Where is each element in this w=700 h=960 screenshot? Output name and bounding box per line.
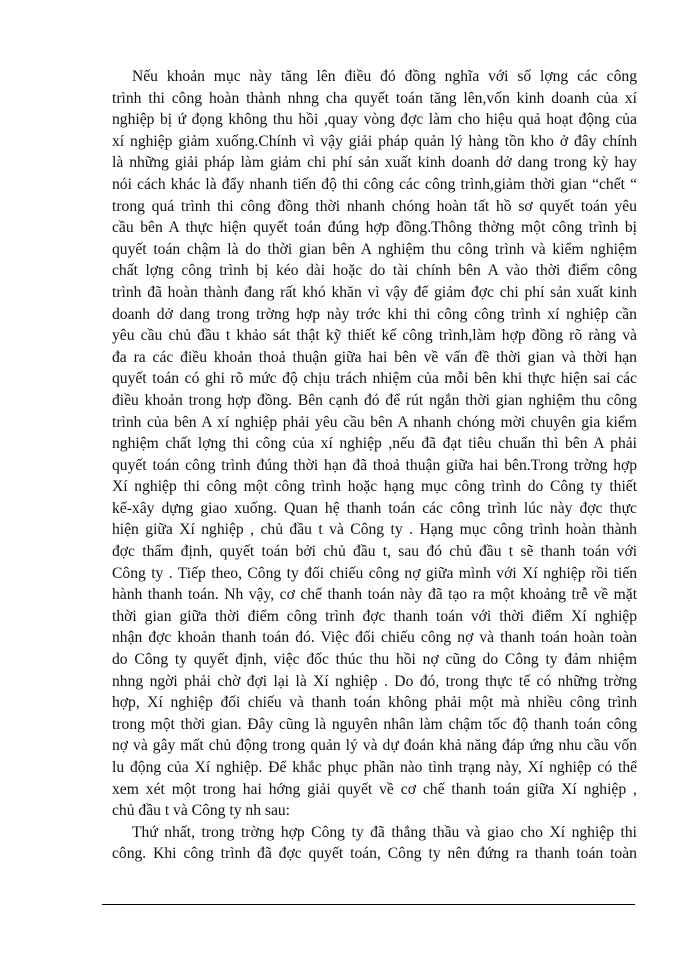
text-line: hành thanh toán. Nh vậy, cơ chế thanh toán này đã tạo ra một khoảng trễ về mặt	[112, 586, 637, 604]
text-line: trong quá trình thi công đồng thời nhanh chóng hoàn tất hồ sơ quyết toán yêu	[112, 197, 637, 215]
text-line: nghiệm chất lợng thi công của xí nghiệp ,nếu đã đạt tiêu chuẩn thì bên A phải	[112, 435, 637, 453]
text-line: Nếu khoản mục này tăng lên điều đó đồng nghĩa với số lợng các công	[132, 68, 637, 85]
text-line: cầu bên A thực hiện quyết toán đúng hợp đồng.Thông thờng một công trình bị	[112, 219, 637, 237]
body-text	[112, 66, 637, 865]
text-line: trình đã hoàn thành đang rất khó khăn vì vậy để giảm đợc chi phí sản xuất kinh	[112, 283, 637, 301]
text-line: công. Khi công trình đã đợc quyết toán, Công ty nên đứng ra thanh toán toàn	[112, 845, 637, 863]
text-line: hiện giữa Xí nghiệp , chủ đầu t và Công ty . Hạng mục công trình hoàn thành	[112, 521, 637, 539]
text-line: quyết toán có ghi rõ mức độ chịu trách nhiệm của mỗi bên khi thực hiện sai các	[112, 370, 637, 388]
text-line: đợc thẩm định, quyết toán bởi chủ đầu t, sau đó chủ đầu t sẽ thanh toán với	[112, 543, 637, 561]
text-line: chất lợng công trình bị kéo dài hoặc do tài chính bên A vào thời điểm công	[112, 262, 637, 280]
text-line: chủ đầu t và Công ty nh sau:	[112, 802, 291, 820]
text-line: nhận đợc khoản thanh toán đó. Việc đối chiếu công nợ và thanh toán hoàn toàn	[112, 629, 637, 647]
text-line: hợp, Xí nghiệp đối chiếu và thanh toán không phải một mà nhiều công trình	[112, 694, 637, 712]
text-line: trình thi công hoàn thành nhng cha quyết toán tăng lên,vốn kinh doanh của xí	[112, 89, 637, 107]
text-line: do Công ty quyết định, việc đốc thúc thu hồi nợ cũng do Công ty đảm nhiệm	[112, 651, 637, 669]
text-line: quyết toán chậm là do thời gian bên A nghiệm thu công trình và kiểm nghiệm	[112, 240, 637, 258]
text-line: nhng ngời phải chờ đợi lại là Xí nghiệp . Do đó, trong thực tế có những trờng	[112, 672, 637, 690]
text-line: kế-xây dựng giao xuống. Quan hệ thanh toán các công trình lúc này đợc thực	[112, 499, 637, 517]
text-line: nói cách khác là đẩy nhanh tiến độ thi công các công trình,giảm thời gian “chết “	[112, 175, 637, 193]
text-line: đa ra các điều khoản thoả thuận giữa hai bên về vấn đề thời gian và thời hạn	[112, 348, 637, 366]
text-line: xí nghiệp giảm xuống.Chính vì vậy giải pháp quản lý hàng tồn kho ở đây chính	[112, 132, 637, 150]
text-line: doanh dở dang trong trờng hợp này trớc khi thi công công trình xí nghiệp cần	[112, 305, 637, 323]
text-line: là những giải pháp làm giảm chi phí sản xuất kinh doanh dở dang trong kỳ hay	[112, 154, 637, 172]
text-line: quyết toán công trình đúng thời hạn đã thoả thuận giữa hai bên.Trong trờng hợp	[112, 456, 637, 474]
text-line: Xí nghiệp thi công một công trình hoặc hạng mục công trình do Công ty thiết	[112, 478, 637, 496]
text-line: nợ và gây mất chủ động trong quản lý và dự đoán khả năng đáp ứng nhu cầu vốn	[112, 737, 637, 755]
text-line: lu động của Xí nghiệp. Để khắc phục phần nào tình trạng này, Xí nghiệp có thể	[112, 759, 637, 776]
text-line: trình của bên A xí nghiệp phải yêu cầu bên A nhanh chóng mời chuyên gia kiểm	[112, 413, 637, 431]
text-line: thời gian giữa thời điểm công trình đợc thanh toán với thời điểm Xí nghiệp	[112, 607, 637, 625]
text-line: xem xét một trong hai hớng giải quyết về cơ chế thanh toán giữa Xí nghiệp ,	[112, 780, 637, 798]
text-line: Công ty . Tiếp theo, Công ty đối chiếu công nợ giữa mình với Xí nghiệp rồi tiến	[112, 564, 637, 582]
text-line: điều khoản trong hợp đồng. Bên cạnh đó để rút ngắn thời gian nghiệm thu công	[112, 391, 637, 409]
text-line: trong một thời gian. Đây cũng là nguyên nhân làm chậm tốc độ thanh toán công	[112, 715, 637, 733]
text-line: yêu cầu chủ đầu t khảo sát thật kỹ thiết kế công trình,làm hợp đồng rõ ràng và	[112, 327, 637, 345]
footer-rule	[102, 904, 635, 905]
text-line: nghiệp bị ứ đọng không thu hồi ,quay vòng đợc làm cho hiệu quả hoạt động của	[112, 111, 637, 129]
text-line: Thứ nhất, trong trờng hợp Công ty đã thắng thầu và giao cho Xí nghiệp thi	[132, 823, 637, 841]
